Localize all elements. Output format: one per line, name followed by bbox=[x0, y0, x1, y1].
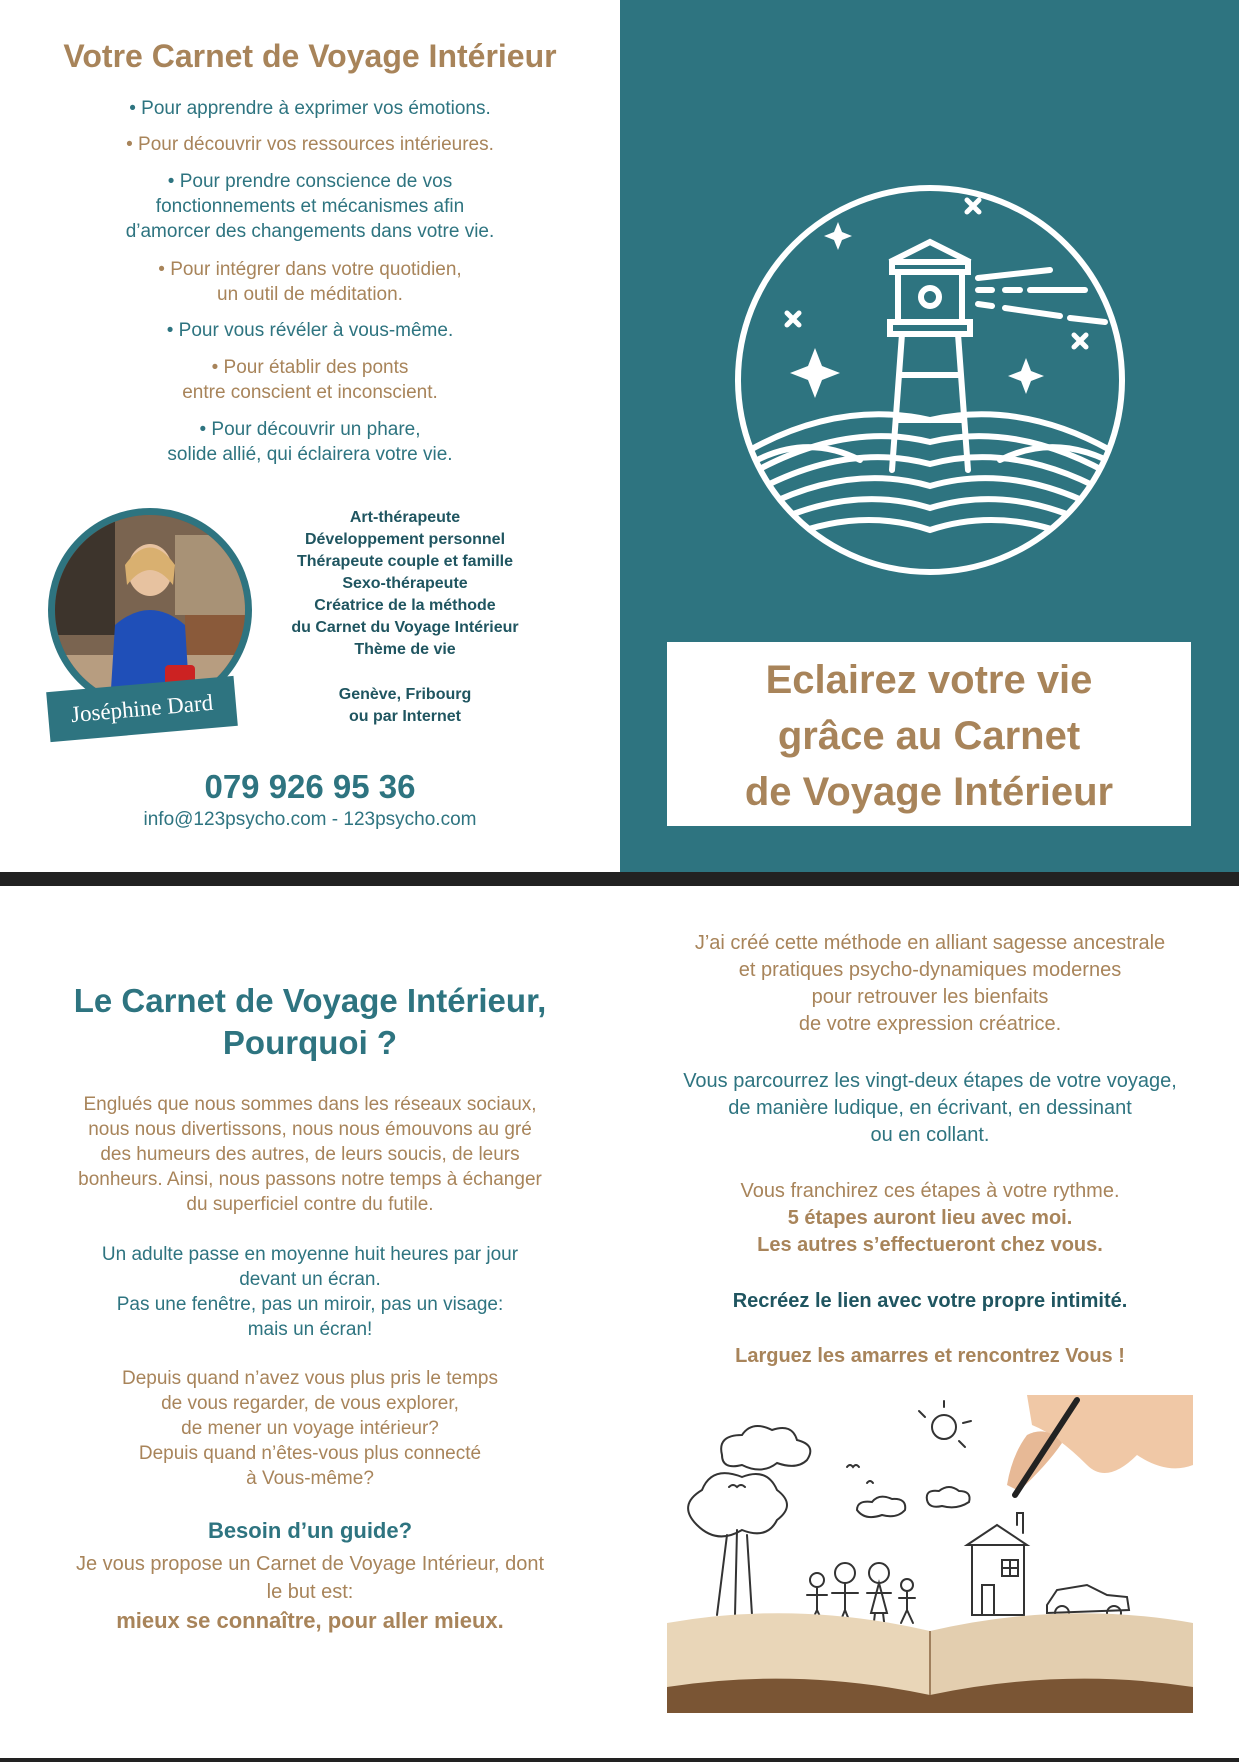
credential-item: Créatrice de la méthode bbox=[314, 597, 496, 614]
locations: Genève, Fribourg ou par Internet bbox=[338, 686, 472, 725]
paragraph-social-networks: Englués que nous sommes dans les réseaux sociaux, nous nous divertissons, nous nous émouvons au gré des humeurs des autres, de leurs soucis, de leurs bonheurs. Ainsi, nous passons notre temps à échanger du superficiel contre du futile. bbox=[78, 1094, 542, 1215]
paragraph-rhythm-bold: 5 étapes auront lieu avec moi. Les autres s’effectueront chez vous. bbox=[757, 1207, 1103, 1256]
guide-title: Besoin d’un guide? bbox=[207, 1518, 413, 1543]
credential-item: Art-thérapeute bbox=[349, 509, 461, 526]
cover-title: Eclairez votre vie grâce au Carnet de Voyage Intérieur bbox=[744, 658, 1114, 814]
credential-item: du Carnet du Voyage Intérieur bbox=[291, 619, 519, 636]
bullet-awareness: • Pour prendre conscience de vos fonctionnements et mécanismes afin d’amorcer des changements dans votre vie. bbox=[125, 171, 495, 242]
fold-divider bbox=[0, 872, 1239, 886]
paragraph-steps: Vous parcourrez les vingt-deux étapes de votre voyage, de manière ludique, en écrivant, en dessinant ou en collant. bbox=[683, 1070, 1177, 1146]
bullet-resources: • Pour découvrir vos ressources intérieures. bbox=[126, 134, 494, 155]
bullet-bridges: • Pour établir des ponts entre conscient et inconscient. bbox=[182, 357, 438, 403]
paragraph-screen-time: Un adulte passe en moyenne huit heures par jour devant un écran. Pas une fenêtre, pas un miroir, pas un visage: mais un écran! bbox=[101, 1244, 519, 1340]
paragraph-questions: Depuis quand n’avez vous plus pris le temps de vous regarder, de vous explorer, de mener un voyage intérieur? Depuis quand n’êtes-vous plus connecté à Vous-même? bbox=[122, 1368, 498, 1489]
call-to-action-intimacy: Recréez le lien avec votre propre intimité. bbox=[732, 1290, 1128, 1312]
credential-item: Développement personnel bbox=[304, 531, 506, 548]
book-drawing-illustration bbox=[667, 1395, 1193, 1713]
credential-item: Thème de vie bbox=[354, 641, 456, 658]
bullet-meditation: • Pour intégrer dans votre quotidien, un outil de méditation. bbox=[158, 259, 462, 305]
paragraph-rhythm: Vous franchirez ces étapes à votre rythme. bbox=[740, 1180, 1120, 1202]
name-banner: Joséphine Dard bbox=[46, 676, 238, 742]
lighthouse-icon bbox=[730, 180, 1130, 580]
contact-info: info@123psycho.com - 123psycho.com bbox=[143, 809, 477, 830]
why-title: Le Carnet de Voyage Intérieur, Pourquoi ? bbox=[73, 982, 547, 1061]
credential-item: Thérapeute couple et famille bbox=[296, 553, 514, 570]
call-to-action-set-sail: Larguez les amarres et rencontrez Vous ! bbox=[735, 1345, 1125, 1367]
credential-item: Sexo-thérapeute bbox=[342, 575, 468, 592]
guide-text: Je vous propose un Carnet de Voyage Intérieur, dont le but est: bbox=[75, 1553, 545, 1603]
main-title: Votre Carnet de Voyage Intérieur bbox=[63, 38, 557, 74]
paragraph-method: J’ai créé cette méthode en alliant sagesse ancestrale et pratiques psycho-dynamiques modernes pour retrouver les bienfaits de votre expression créatrice. bbox=[694, 932, 1166, 1035]
bottom-edge bbox=[0, 1758, 1239, 1762]
bullet-lighthouse: • Pour découvrir un phare, solide allié, qui éclairera votre vie. bbox=[167, 419, 453, 465]
bullet-reveal: • Pour vous révéler à vous-même. bbox=[166, 320, 454, 341]
guide-goal: mieux se connaître, pour aller mieux. bbox=[116, 1608, 504, 1633]
credentials-list bbox=[270, 507, 540, 661]
bullet-emotions: • Pour apprendre à exprimer vos émotions. bbox=[129, 98, 491, 119]
phone-number: 079 926 95 36 bbox=[204, 768, 416, 805]
